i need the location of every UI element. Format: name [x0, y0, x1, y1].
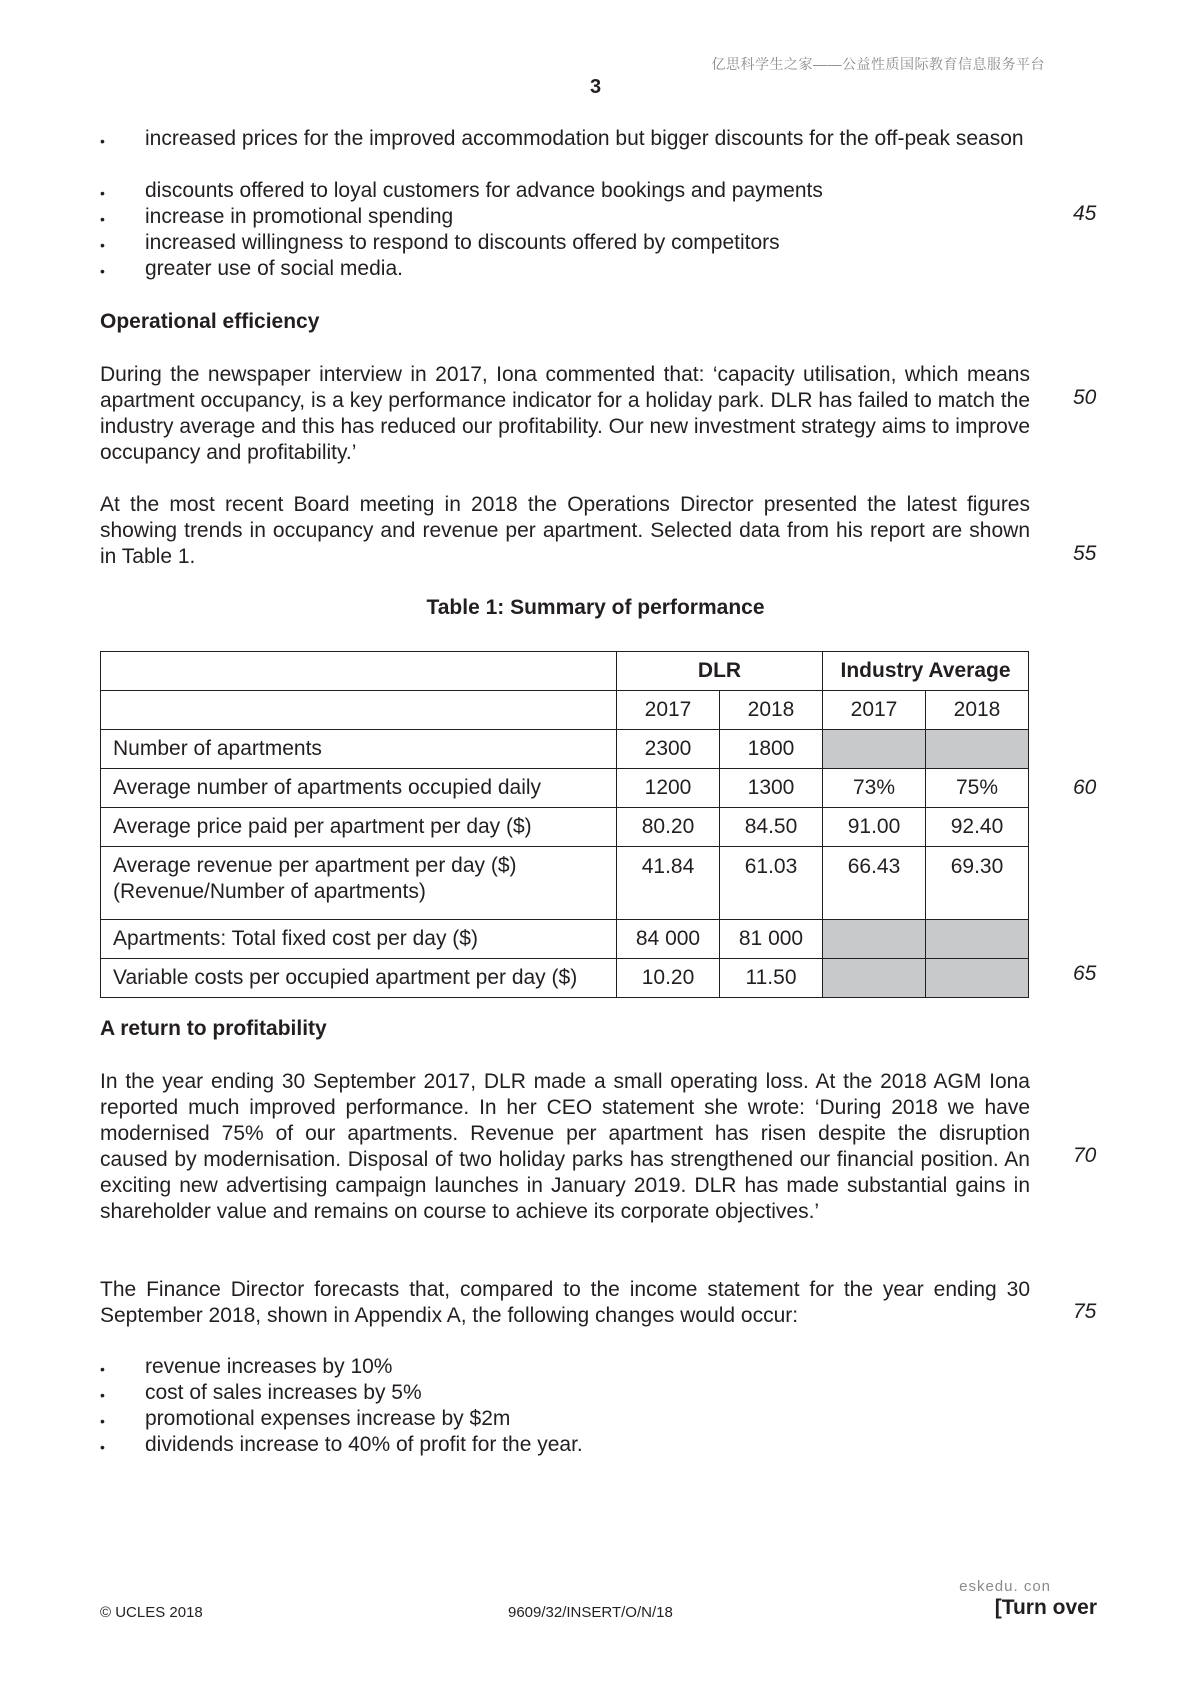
table-cell: 73%	[823, 769, 926, 808]
page-number: 3	[589, 76, 602, 98]
table-cell-shaded	[926, 959, 1029, 998]
bullet-marker: •	[100, 185, 105, 201]
table-cell: 66.43	[823, 847, 926, 920]
footer-copyright: © UCLES 2018	[100, 1604, 203, 1621]
section-heading-return-to-profitability: A return to profitability	[100, 1017, 327, 1040]
table-cell: 84 000	[617, 920, 720, 959]
table-row	[101, 847, 1029, 920]
table-cell: 10.20	[617, 959, 720, 998]
table-cell: 81 000	[720, 920, 823, 959]
table-empty-cell	[101, 652, 617, 691]
line-number: 60	[1073, 776, 1097, 799]
list-item: increased prices for the improved accommodation but bigger discounts for the off-peak season	[145, 127, 1024, 150]
table-cell: 69.30	[926, 847, 1029, 920]
table-year-row	[101, 691, 1029, 730]
table-cell-shaded	[823, 920, 926, 959]
list-item: dividends increase to 40% of profit for the year.	[145, 1433, 583, 1456]
bullet-marker: •	[100, 1361, 105, 1377]
paragraph: The Finance Director forecasts that, compared to the income statement for the year ending 30 September 2018, shown in Appendix A, the following changes would occur:	[100, 1278, 1030, 1327]
table-group-header: Industry Average	[823, 652, 1029, 691]
table-row-label: Variable costs per occupied apartment per day ($)	[101, 959, 617, 998]
list-item: cost of sales increases by 5%	[145, 1381, 422, 1404]
paragraph: During the newspaper interview in 2017, Iona commented that: ‘capacity utilisation, which means apartment occupancy, is a key performance indicator for a holiday park. DLR has failed to match the industry average and this has reduced our profitability. Our new investment strategy aims to improve occupancy and profitability.’	[100, 363, 1030, 464]
table-row-label: Apartments: Total fixed cost per day ($)	[101, 920, 617, 959]
list-item: promotional expenses increase by $2m	[145, 1407, 511, 1430]
table-row-label: Average number of apartments occupied daily	[101, 769, 617, 808]
bullet-marker: •	[100, 211, 105, 227]
table-row-label-line: Average revenue per apartment per day ($)	[113, 854, 517, 877]
table-row	[101, 959, 1029, 998]
table-cell: 75%	[926, 769, 1029, 808]
table-row	[101, 920, 1029, 959]
table-cell: 41.84	[617, 847, 720, 920]
bullet-marker: •	[100, 237, 105, 253]
table-cell: 92.40	[926, 808, 1029, 847]
bullet-marker: •	[100, 1439, 105, 1455]
table-cell: 1800	[720, 730, 823, 769]
table-cell: 80.20	[617, 808, 720, 847]
bullet-marker: •	[100, 1413, 105, 1429]
table-group-header: DLR	[617, 652, 823, 691]
table-year-header: 2017	[617, 691, 720, 730]
list-item: greater use of social media.	[145, 257, 403, 280]
table-row	[101, 730, 1029, 769]
table-year-header: 2017	[823, 691, 926, 730]
paragraph: In the year ending 30 September 2017, DLR made a small operating loss. At the 2018 AGM Iona reported much improved performance. In her CEO statement she wrote: ‘During 2018 we have modernised 75% of our apartments. Revenue per apartment has risen despite the disruption caused by modernisation. Disposal of two holiday parks has strengthened our financial position. An exciting new advertising campaign launches in January 2019. DLR has made substantial gains in shareholder value and remains on course to achieve its corporate objectives.’	[100, 1070, 1030, 1223]
table-year-header: 2018	[926, 691, 1029, 730]
table-empty-cell	[101, 691, 617, 730]
table-row	[101, 808, 1029, 847]
table-cell: 1300	[720, 769, 823, 808]
table-cell-shaded	[823, 959, 926, 998]
table-row	[101, 769, 1029, 808]
table-cell-shaded	[823, 730, 926, 769]
table-cell: 11.50	[720, 959, 823, 998]
table-header-row	[101, 652, 1029, 691]
table-cell: 1200	[617, 769, 720, 808]
line-number: 50	[1073, 386, 1097, 409]
paragraph: At the most recent Board meeting in 2018 the Operations Director presented the latest figures showing trends in occupancy and revenue per apartment. Selected data from his report are shown in Table 1.	[100, 493, 1030, 568]
table-caption: Table 1: Summary of performance	[426, 596, 765, 619]
bullet-marker: •	[100, 133, 105, 149]
footer-paper-code: 9609/32/INSERT/O/N/18	[508, 1604, 673, 1621]
turn-over-label: [Turn over	[994, 1596, 1097, 1619]
section-heading-operational-efficiency: Operational efficiency	[100, 310, 320, 333]
table-row-label-line: (Revenue/Number of apartments)	[113, 880, 426, 903]
table-cell: 2300	[617, 730, 720, 769]
table-cell: 84.50	[720, 808, 823, 847]
table-cell: 61.03	[720, 847, 823, 920]
table-cell-shaded	[926, 920, 1029, 959]
list-item: increase in promotional spending	[145, 205, 454, 228]
bullet-marker: •	[100, 263, 105, 279]
header-watermark: 亿思科学生之家——公益性质国际教育信息服务平台	[711, 56, 1045, 72]
performance-table	[100, 651, 1029, 998]
table-cell: 91.00	[823, 808, 926, 847]
list-item: increased willingness to respond to discounts offered by competitors	[145, 231, 780, 254]
line-number: 55	[1073, 542, 1097, 565]
line-number: 65	[1073, 962, 1097, 985]
table-cell-shaded	[926, 730, 1029, 769]
table-year-header: 2018	[720, 691, 823, 730]
table-row-label	[101, 847, 617, 920]
table-row-label: Average price paid per apartment per day ($)	[101, 808, 617, 847]
table-row-label: Number of apartments	[101, 730, 617, 769]
line-number: 45	[1073, 202, 1097, 225]
list-item: discounts offered to loyal customers for advance bookings and payments	[145, 179, 823, 202]
line-number: 75	[1073, 1300, 1097, 1323]
line-number: 70	[1073, 1144, 1097, 1167]
footer-watermark: eskedu. con	[959, 1578, 1051, 1595]
bullet-marker: •	[100, 1387, 105, 1403]
list-item: revenue increases by 10%	[145, 1355, 393, 1378]
